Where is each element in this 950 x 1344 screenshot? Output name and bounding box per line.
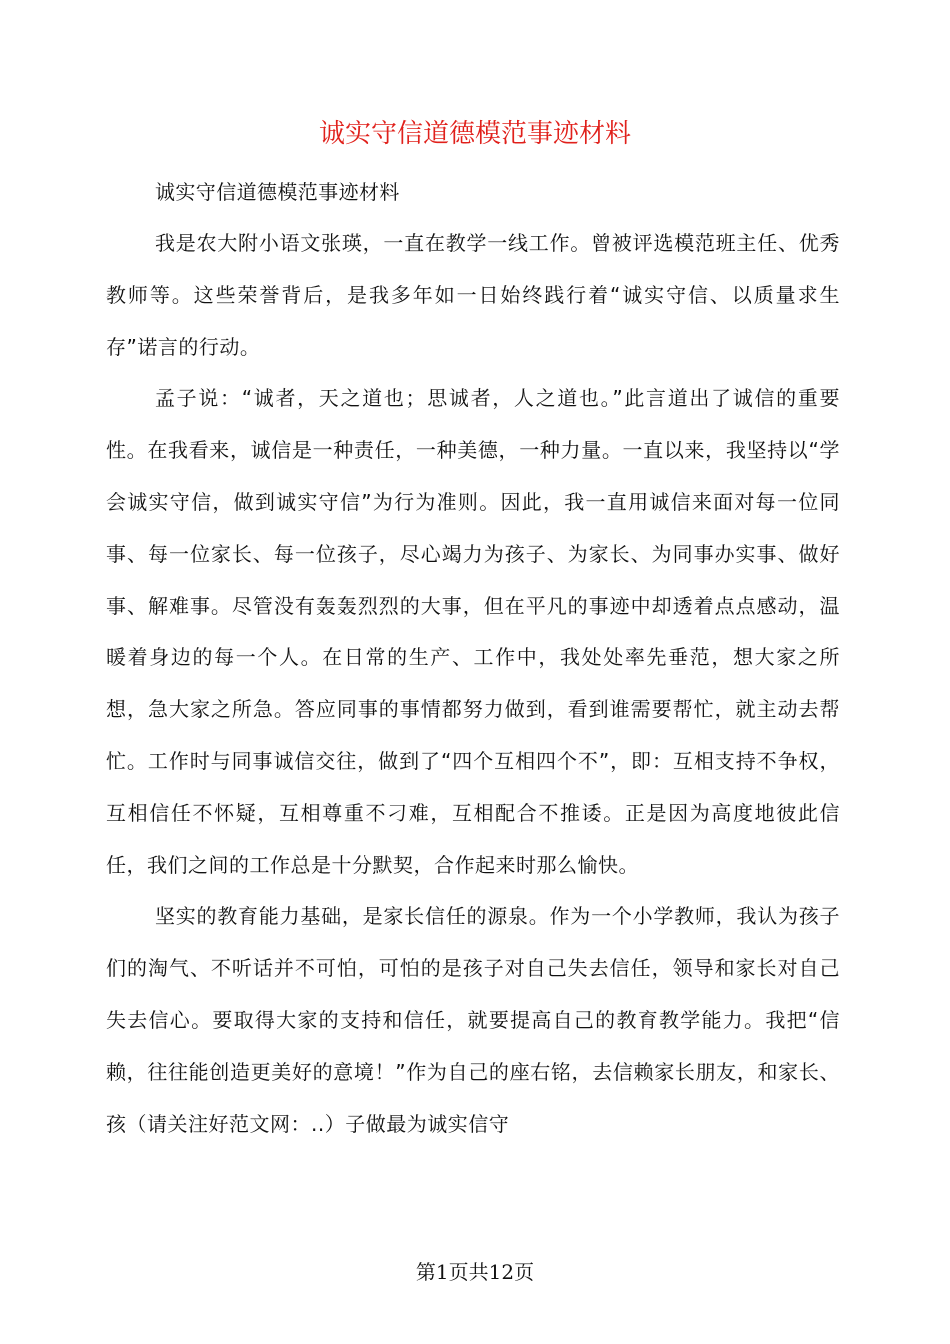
document-title: 诚实守信道德模范事迹材料: [318, 119, 631, 149]
page-number-footer: 第1页共12页: [415, 1260, 535, 1284]
document-subtitle: 诚实守信道德模范事迹材料: [155, 180, 400, 204]
paragraph-3: 坚实的教育能力基础，是家长信任的源泉。作为一个小学教师，我认为孩子们的淘气、不听话并不可怕，可怕的是孩子对自己失去信任，领导和家长对自己失去信心。要取得大家的支持和信任，就要提高自己的教育教学能力。我把“信赖，往往能创造更美好的意境！”作为自己的座右铭，去信赖家长朋友，和家长、孩（请关注好范文网：..）子做最为诚实信守: [106, 904, 840, 1136]
paragraph-2: 孟子说：“诚者，天之道也；思诚者，人之道也。”此言道出了诚信的重要性。在我看来，诚信是一种责任，一种美德，一种力量。一直以来，我坚持以“学会诚实守信，做到诚实守信”为行为准则。因此，我一直用诚信来面对每一位同事、每一位家长、每一位孩子，尽心竭力为孩子、为家长、为同事办实事、做好事、解难事。尽管没有轰轰烈烈的大事，但在平凡的事迹中却透着点点感动，温暖着身边的每一个人。在日常的生产、工作中，我处处率先垂范，想大家之所想，急大家之所急。答应同事的事情都努力做到，看到谁需要帮忙，就主动去帮忙。工作时与同事诚信交往，做到了“四个互相四个不”，即：互相支持不争权，互相信任不怀疑，互相尊重不刁难，互相配合不推诿。正是因为高度地彼此信任，我们之间的工作总是十分默契，合作起来时那么愉快。: [106, 386, 840, 877]
document-body: [106, 166, 840, 1150]
paragraph-1: 我是农大附小语文张瑛，一直在教学一线工作。曾被评选模范班主任、优秀教师等。这些荣誉背后，是我多年如一日始终践行着“诚实守信、以质量求生存”诺言的行动。: [106, 231, 840, 359]
